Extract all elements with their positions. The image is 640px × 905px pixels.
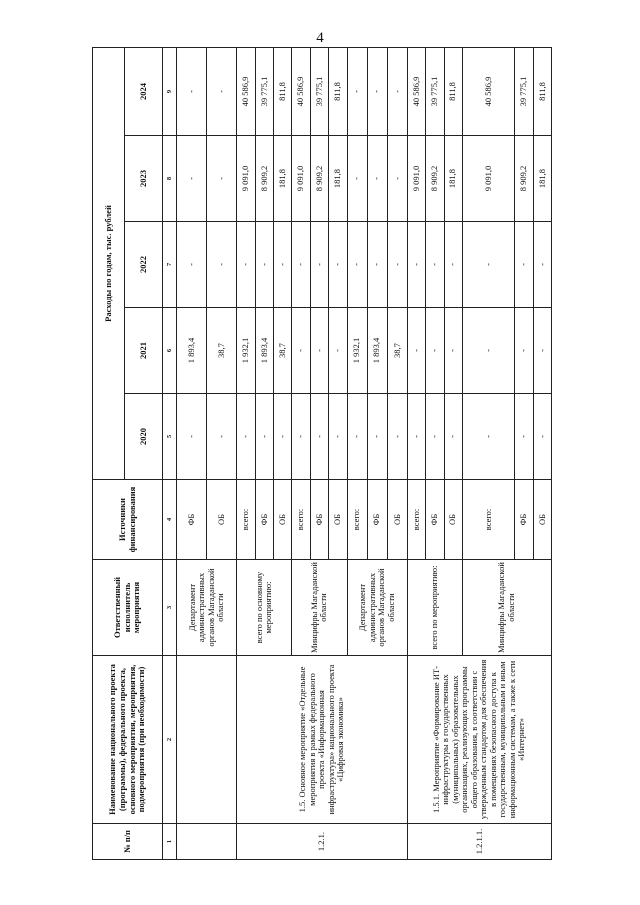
cell-2020: - xyxy=(387,394,407,480)
cell-2024: - xyxy=(347,47,367,135)
cell-2023: 8 909,2 xyxy=(255,136,273,222)
cell-2024: 811,8 xyxy=(444,47,462,135)
cell-2023: - xyxy=(367,136,387,222)
cell-2021: 38,7 xyxy=(387,308,407,394)
header-year: 2021 xyxy=(125,308,163,394)
cell-2024: 40 586,9 xyxy=(292,47,310,135)
cell-2022: - xyxy=(515,222,533,308)
cell-2020: - xyxy=(347,394,367,480)
header-year: 2022 xyxy=(125,222,163,308)
cell-2020: - xyxy=(533,394,551,480)
cell-2024: - xyxy=(387,47,407,135)
cell-2021: 1 893,4 xyxy=(255,308,273,394)
row-number: 1.2.1.1. xyxy=(407,824,551,860)
row-source: ФБ xyxy=(515,480,533,560)
cell-2020: - xyxy=(310,394,328,480)
cell-2021: - xyxy=(444,308,462,394)
cell-2022: - xyxy=(329,222,347,308)
cell-2021: - xyxy=(329,308,347,394)
cell-2023: 181,8 xyxy=(444,136,462,222)
cell-2022: - xyxy=(367,222,387,308)
header-year: 2023 xyxy=(125,136,163,222)
cell-2024: 39 775,1 xyxy=(515,47,533,135)
column-number: 6 xyxy=(163,308,177,394)
header-name: Наименование национального проекта (программы), федерального проекта, основного мероприятия, мероприятия, подмероприятия (при необходимости) xyxy=(93,656,163,824)
column-number: 9 xyxy=(163,47,177,135)
row-name xyxy=(177,656,237,824)
row-source: ФБ xyxy=(255,480,273,560)
cell-2020: - xyxy=(367,394,387,480)
cell-2023: - xyxy=(387,136,407,222)
row-number: 1.2.1. xyxy=(237,824,408,860)
cell-2023: 9 091,0 xyxy=(407,136,425,222)
cell-2022: - xyxy=(237,222,255,308)
cell-2020: - xyxy=(274,394,292,480)
cell-2021: 1 893,4 xyxy=(367,308,387,394)
cell-2021: 38,7 xyxy=(274,308,292,394)
row-responsible: всего по мероприятию: xyxy=(407,560,462,656)
cell-2024: 39 775,1 xyxy=(310,47,328,135)
cell-2022: - xyxy=(426,222,444,308)
row-source: ФБ xyxy=(310,480,328,560)
row-source: всего: xyxy=(292,480,310,560)
cell-2020: - xyxy=(462,394,514,480)
cell-2021: 38,7 xyxy=(207,308,237,394)
column-number: 3 xyxy=(163,560,177,656)
cell-2024: 39 775,1 xyxy=(426,47,444,135)
row-source: ОБ xyxy=(533,480,551,560)
column-number: 8 xyxy=(163,136,177,222)
header-year: 2020 xyxy=(125,394,163,480)
row-responsible: Департамент административных органов Магаданской области xyxy=(347,560,407,656)
row-source: ОБ xyxy=(207,480,237,560)
cell-2020: - xyxy=(444,394,462,480)
cell-2023: 9 091,0 xyxy=(292,136,310,222)
table-row xyxy=(177,47,207,859)
cell-2021: - xyxy=(426,308,444,394)
cell-2024: 39 775,1 xyxy=(255,47,273,135)
cell-2021: 1 932,1 xyxy=(237,308,255,394)
page-number: 4 xyxy=(316,30,324,46)
table-row xyxy=(237,47,255,859)
row-source: ОБ xyxy=(329,480,347,560)
cell-2021: 1 893,4 xyxy=(177,308,207,394)
cell-2023: 8 909,2 xyxy=(426,136,444,222)
cell-2021: - xyxy=(533,308,551,394)
cell-2023: 8 909,2 xyxy=(310,136,328,222)
header-responsible: Ответственный исполнитель мероприятия xyxy=(93,560,163,656)
row-name: 1.5. Основное мероприятие «Отдельные мероприятия в рамках федерального проекта «Информационная инфраструктура» национального проекта «Цифровая экономика» xyxy=(237,656,408,824)
row-source: ФБ xyxy=(177,480,207,560)
cell-2024: 40 586,9 xyxy=(407,47,425,135)
row-source: ОБ xyxy=(274,480,292,560)
cell-2023: 181,8 xyxy=(329,136,347,222)
cell-2023: 8 909,2 xyxy=(515,136,533,222)
cell-2021: - xyxy=(462,308,514,394)
cell-2022: - xyxy=(207,222,237,308)
cell-2023: 9 091,0 xyxy=(237,136,255,222)
cell-2022: - xyxy=(533,222,551,308)
cell-2023: - xyxy=(207,136,237,222)
header-expenses: Расходы по годам, тыс. рублей xyxy=(93,47,125,479)
row-responsible: Минцифры Магаданской области xyxy=(462,560,551,656)
cell-2022: - xyxy=(274,222,292,308)
row-source: ФБ xyxy=(367,480,387,560)
cell-2020: - xyxy=(515,394,533,480)
cell-2024: - xyxy=(367,47,387,135)
cell-2022: - xyxy=(387,222,407,308)
cell-2024: 811,8 xyxy=(533,47,551,135)
cell-2023: - xyxy=(347,136,367,222)
cell-2021: 1 932,1 xyxy=(347,308,367,394)
row-source: ОБ xyxy=(444,480,462,560)
row-responsible: Минцифры Магаданской области xyxy=(292,560,347,656)
row-source: ФБ xyxy=(426,480,444,560)
cell-2022: - xyxy=(255,222,273,308)
cell-2022: - xyxy=(292,222,310,308)
cell-2023: 9 091,0 xyxy=(462,136,514,222)
cell-2022: - xyxy=(347,222,367,308)
row-source: всего: xyxy=(462,480,514,560)
cell-2020: - xyxy=(207,394,237,480)
budget-table xyxy=(92,47,552,860)
header-year: 2024 xyxy=(125,47,163,135)
row-number xyxy=(177,824,237,860)
rotated-table-wrapper xyxy=(92,48,552,860)
cell-2020: - xyxy=(255,394,273,480)
cell-2021: - xyxy=(407,308,425,394)
cell-2024: 40 586,9 xyxy=(237,47,255,135)
cell-2020: - xyxy=(292,394,310,480)
row-name: 1.5.1. Мероприятие «Формирование ИТ-инфраструктуры в государственных (муниципальных) образовательных организациях, реализующих программы общего образования, в соответствии с утвержденным стандартом для обеспечения в помещениях безопасного доступа к государственным, муниципальным и иным информационным системам, а также к сети «Интернет» xyxy=(407,656,551,824)
row-source: всего: xyxy=(347,480,367,560)
row-source: ОБ xyxy=(387,480,407,560)
cell-2023: - xyxy=(177,136,207,222)
table-row xyxy=(407,47,425,859)
row-source: всего: xyxy=(407,480,425,560)
column-number: 7 xyxy=(163,222,177,308)
cell-2022: - xyxy=(407,222,425,308)
cell-2024: 811,8 xyxy=(329,47,347,135)
row-source: всего: xyxy=(237,480,255,560)
cell-2024: 40 586,9 xyxy=(462,47,514,135)
cell-2022: - xyxy=(444,222,462,308)
cell-2024: 811,8 xyxy=(274,47,292,135)
column-number: 4 xyxy=(163,480,177,560)
cell-2022: - xyxy=(310,222,328,308)
cell-2022: - xyxy=(177,222,207,308)
column-number: 5 xyxy=(163,394,177,480)
cell-2022: - xyxy=(462,222,514,308)
cell-2020: - xyxy=(177,394,207,480)
cell-2023: 181,8 xyxy=(274,136,292,222)
row-responsible: всего по основному мероприятию: xyxy=(237,560,292,656)
column-number: 2 xyxy=(163,656,177,824)
column-number: 1 xyxy=(163,824,177,860)
cell-2024: - xyxy=(207,47,237,135)
cell-2020: - xyxy=(426,394,444,480)
cell-2020: - xyxy=(237,394,255,480)
row-responsible: Департамент административных органов Магаданской области xyxy=(177,560,237,656)
cell-2020: - xyxy=(329,394,347,480)
cell-2020: - xyxy=(407,394,425,480)
cell-2021: - xyxy=(515,308,533,394)
cell-2021: - xyxy=(310,308,328,394)
cell-2021: - xyxy=(292,308,310,394)
header-num: № п/п xyxy=(93,824,163,860)
cell-2024: - xyxy=(177,47,207,135)
cell-2023: 181,8 xyxy=(533,136,551,222)
header-sources: Источники финансирования xyxy=(93,480,163,560)
